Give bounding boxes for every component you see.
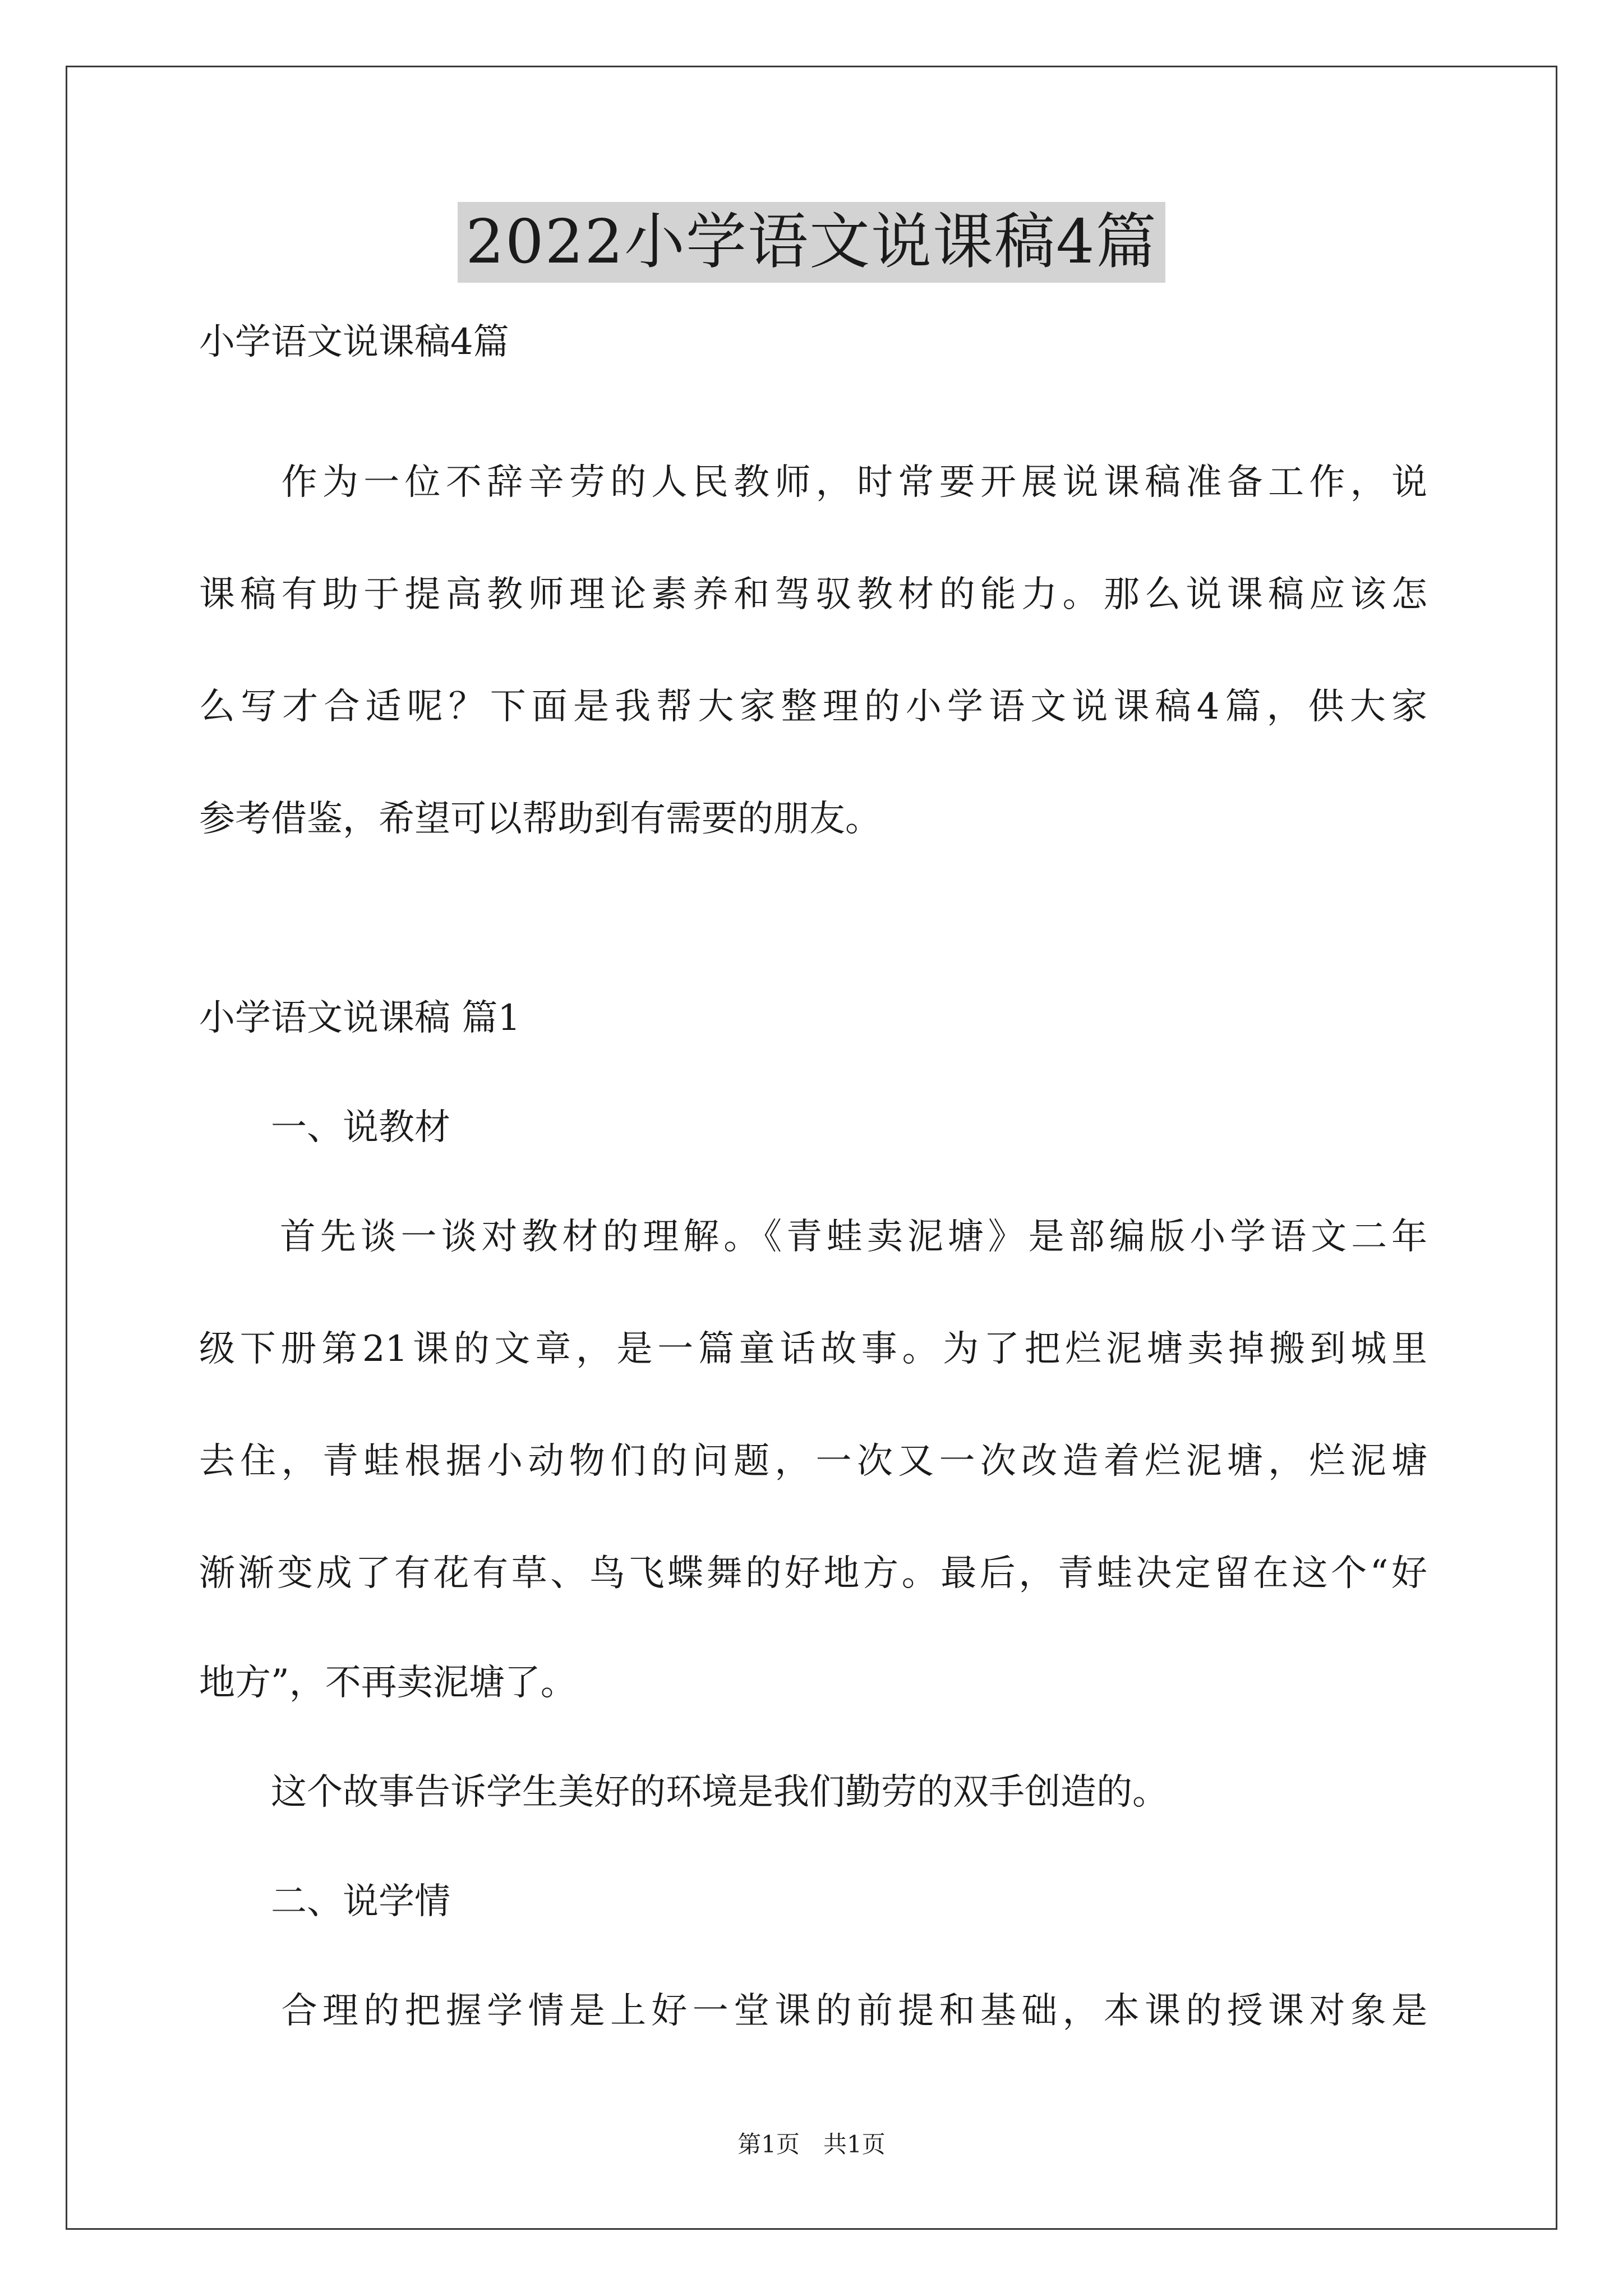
subtitle: 小学语文说课稿4篇 <box>199 321 509 363</box>
part1-summary: 这个故事告诉学生美好的环境是我们勤劳的双手创造的。 <box>199 1772 1168 1813</box>
part1-line: 级下册第21课的文章，是一篇童话故事。为了把烂泥塘卖掉搬到城里 <box>199 1328 1427 1370</box>
document-title: 2022小学语文说课稿4篇 <box>458 202 1165 283</box>
page-footer: 第1页 共1页 <box>737 2131 886 2158</box>
part1-line: 首先谈一谈对教材的理解。《青蛙卖泥塘》是部编版小学语文二年 <box>199 1216 1427 1258</box>
part1-line: 地方”，不再卖泥塘了。 <box>199 1662 577 1704</box>
part2-line: 合理的把握学情是上好一堂课的前提和基础，本课的授课对象是 <box>199 1990 1427 2032</box>
part1-line: 去住，青蛙根据小动物们的问题，一次又一次改造着烂泥塘，烂泥塘 <box>199 1441 1427 1482</box>
title-container <box>0 202 1623 283</box>
intro-line: 么写才合适呢？下面是我帮大家整理的小学语文说课稿4篇，供大家 <box>199 686 1427 728</box>
intro-line: 参考借鉴，希望可以帮助到有需要的朋友。 <box>199 798 881 840</box>
intro-line: 课稿有助于提高教师理论素养和驾驭教材的能力。那么说课稿应该怎 <box>199 574 1427 615</box>
section-heading: 小学语文说课稿 篇1 <box>199 997 521 1039</box>
part1-heading: 一、说教材 <box>199 1107 450 1148</box>
part1-line: 渐渐变成了有花有草、鸟飞蝶舞的好地方。最后，青蛙决定留在这个“好 <box>199 1553 1427 1594</box>
intro-line: 作为一位不辞辛劳的人民教师，时常要开展说课稿准备工作，说 <box>199 462 1427 503</box>
part2-heading: 二、说学情 <box>199 1881 450 1922</box>
